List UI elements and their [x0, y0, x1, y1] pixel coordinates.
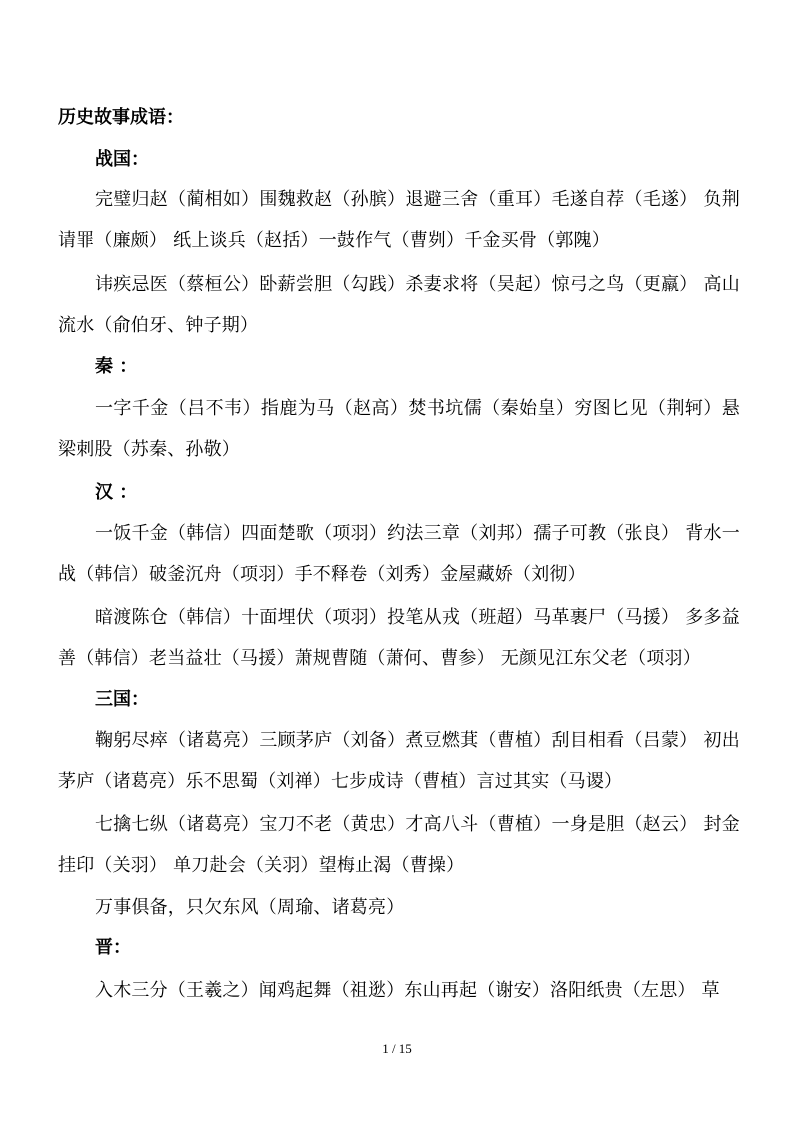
section-heading-sanguo: 三国：: [95, 689, 149, 710]
paragraph: 鞠躬尽瘁（诸葛亮）三顾茅庐（刘备）煮豆燃萁（曹植）刮目相看（吕蒙） 初出茅庐（诸葛亮）乐不思蜀（刘禅）七步成诗（曹植）言过其实（马谡）: [58, 730, 740, 792]
paragraph: 万事俱备，只欠东风（周瑜、诸葛亮）: [95, 897, 405, 918]
section-heading-han: 汉 ：: [95, 482, 138, 503]
paragraph: 入木三分（王羲之）闻鸡起舞（祖逖）东山再起（谢安）洛阳纸贵（左思） 草: [95, 980, 720, 1001]
page-number: 1 / 15: [382, 1041, 412, 1056]
paragraph: 一字千金（吕不韦）指鹿为马（赵高）焚书坑儒（秦始皇）穷图匕见（荆轲）悬梁刺股（苏秦、孙敬）: [58, 398, 740, 460]
paragraph: 讳疾忌医（蔡桓公）卧薪尝胆（勾践）杀妻求将（吴起）惊弓之鸟（更羸） 高山流水（俞伯牙、钟子期）: [58, 274, 740, 336]
paragraph: 暗渡陈仓（韩信）十面埋伏（项羽）投笔从戎（班超）马革裹尸（马援） 多多益善（韩信）老当益壮（马援）萧规曹随（萧何、曹参） 无颜见江东父老（项羽）: [58, 607, 740, 669]
document-title: 历史故事成语：: [58, 107, 184, 128]
section-heading-zhanguo: 战国：: [95, 149, 149, 170]
paragraph: 完璧归赵（蔺相如）围魏救赵（孙膑）退避三舍（重耳）毛遂自荐（毛遂） 负荆请罪（廉颇） 纸上谈兵（赵括）一鼓作气（曹刿）千金买骨（郭隗）: [58, 189, 740, 251]
section-heading-jin: 晋：: [95, 937, 131, 958]
section-heading-qin: 秦 ：: [95, 356, 138, 377]
paragraph: 七擒七纵（诸葛亮）宝刀不老（黄忠）才高八斗（曹植）一身是胆（赵云） 封金挂印（关羽） 单刀赴会（关羽）望梅止渴（曹操）: [58, 814, 740, 876]
paragraph: 一饭千金（韩信）四面楚歌（项羽）约法三章（刘邦）孺子可教（张良） 背水一战（韩信）破釜沉舟（项羽）手不释卷（刘秀）金屋藏娇（刘彻）: [58, 523, 740, 585]
